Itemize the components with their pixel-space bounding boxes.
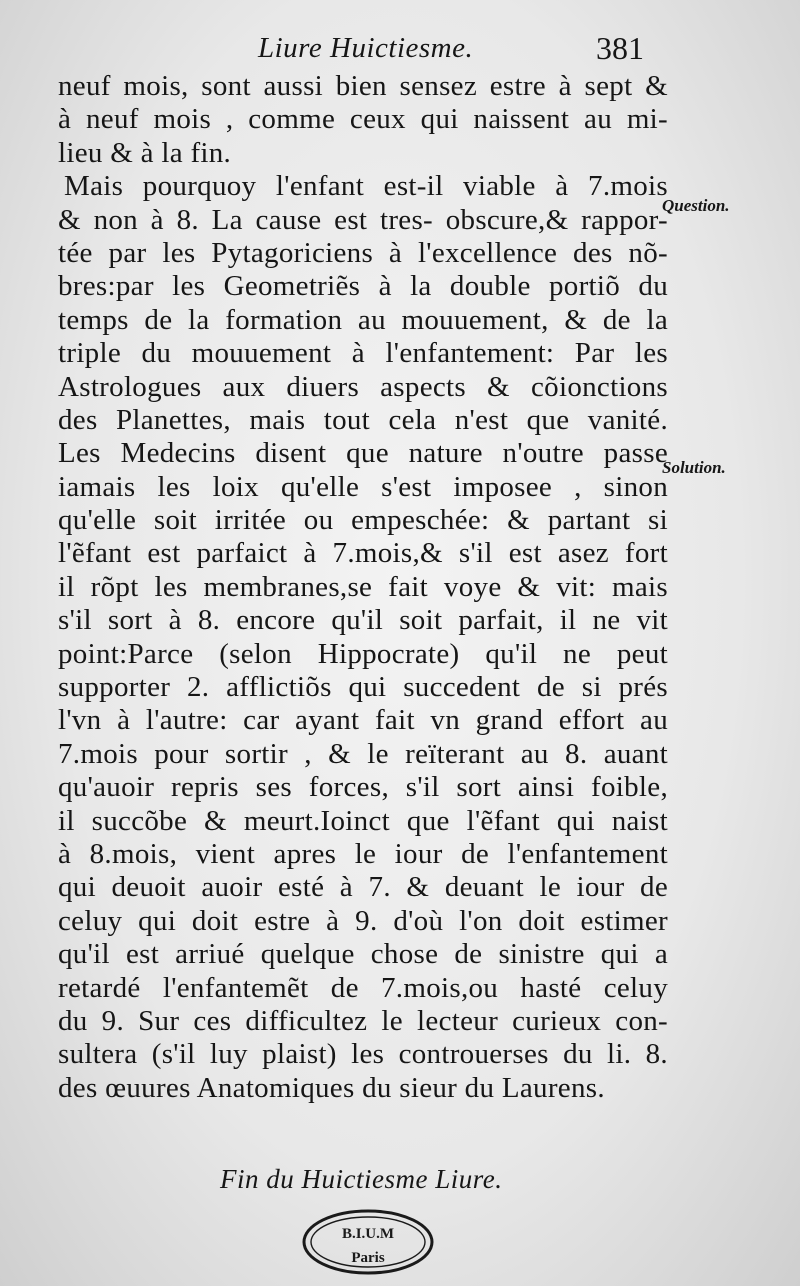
margin-note-solution: Solution. <box>662 458 726 477</box>
text-line: Mais pourquoy l'enfant est-il viable à 7.mois <box>64 170 668 203</box>
colophon: Fin du Huictiesme Liure. <box>220 1164 503 1194</box>
text-line: qu'auoir repris ses forces, s'il sort ainsi foible, <box>58 771 668 804</box>
text-line: 7.mois pour sortir , & le reïterant au 8. auant <box>58 737 668 770</box>
text-line: qu'elle soit irritée ou empeschée: & partant si <box>58 504 668 537</box>
text-line: & non à 8. La cause est tres- obscure,& rappor- <box>58 203 668 236</box>
text-line: des œuures Anatomiques du sieur du Laurens. <box>58 1071 605 1104</box>
running-title: Liure Huictiesme. <box>258 32 474 64</box>
text-line: l'vn à l'autre: car ayant fait vn grand effort au <box>58 704 668 737</box>
text-line: temps de la formation au mouuement, & de la <box>58 303 668 336</box>
text-line: iamais les loix qu'elle s'est imposee , sinon <box>58 470 668 503</box>
text-line: il rõpt les membranes,se fait voye & vit: mais <box>58 570 668 603</box>
text-line: point:Parce (selon Hippocrate) qu'il ne peut <box>58 637 668 670</box>
library-stamp <box>300 1208 436 1276</box>
text-line: à neuf mois , comme ceux qui naissent au mi- <box>58 103 668 136</box>
text-line: retardé l'enfantemẽt de 7.mois,ou hasté celuy <box>58 971 668 1004</box>
body-text <box>58 70 668 1105</box>
text-line: tée par les Pytagoriciens à l'excellence des nõ- <box>58 236 668 269</box>
margin-note-question: Question. <box>662 196 730 215</box>
text-line: celuy qui doit estre à 9. d'où l'on doit estimer <box>58 904 668 937</box>
text-line: du 9. Sur ces difficultez le lecteur curieux con- <box>58 1004 668 1037</box>
text-line: neuf mois, sont aussi bien sensez estre à sept & <box>58 70 668 102</box>
text-line: supporter 2. afflictiõs qui succedent de si prés <box>58 671 668 704</box>
text-line: qui deuoit auoir esté à 7. & deuant le iour de <box>58 871 668 904</box>
text-line: des Planettes, mais tout cela n'est que vanité. <box>58 403 668 436</box>
text-line: à 8.mois, vient apres le iour de l'enfantement <box>58 837 668 870</box>
page-number: 381 <box>596 30 644 66</box>
text-line: triple du mouuement à l'enfantement: Par les <box>58 337 668 370</box>
text-line: il succõbe & meurt.Ioinct que l'ẽfant qui naist <box>58 804 668 837</box>
stamp-line-2: Paris <box>351 1250 385 1266</box>
stamp-line-1: B.I.U.M <box>341 1226 395 1242</box>
text-line: Les Medecins disent que nature n'outre passe <box>58 437 668 470</box>
text-line: qu'il est arriué quelque chose de sinistre qui a <box>58 938 668 971</box>
page-header <box>0 28 800 68</box>
text-line: Astrologues aux diuers aspects & cõionctions <box>58 370 668 403</box>
text-line: lieu & à la fin. <box>58 136 232 169</box>
text-line: s'il sort à 8. encore qu'il soit parfait, il ne vit <box>58 604 668 637</box>
text-line: l'ẽfant est parfaict à 7.mois,& s'il est asez fort <box>58 537 668 570</box>
text-line: bres:par les Geometriẽs à la double portiõ du <box>58 270 668 303</box>
text-line: sultera (s'il luy plaist) les controuerses du li. 8. <box>58 1038 668 1071</box>
